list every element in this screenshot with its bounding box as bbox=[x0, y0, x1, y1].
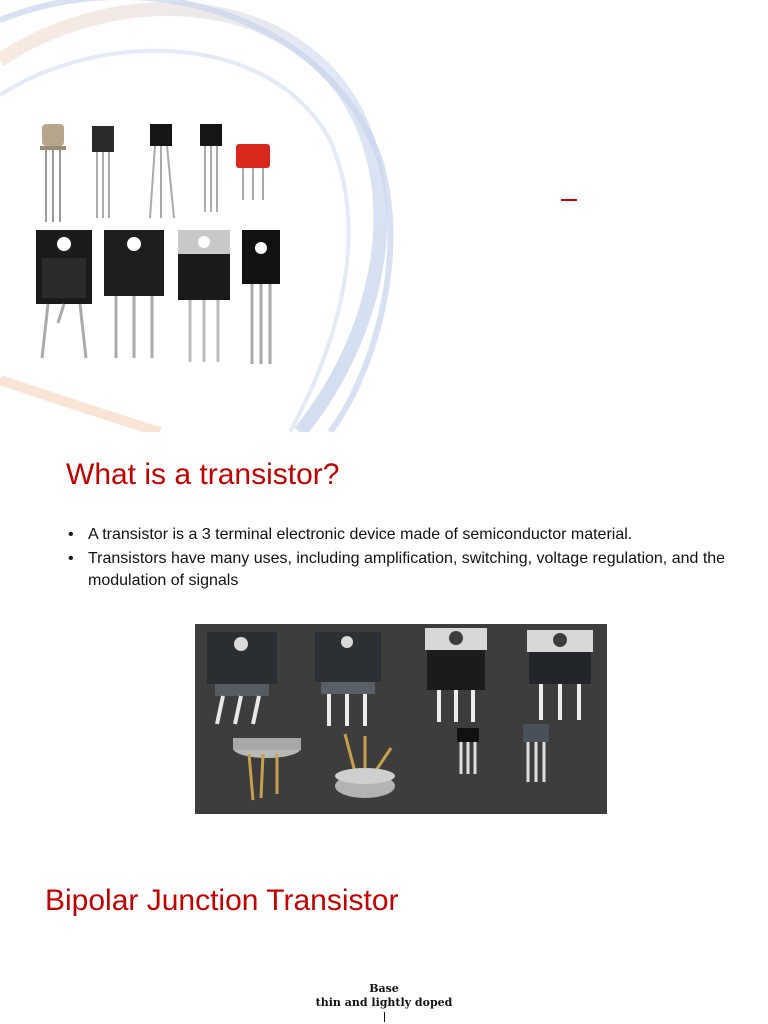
to220-transistor bbox=[242, 230, 280, 364]
to92-transistor bbox=[523, 724, 549, 782]
diagram-label-base: Base bbox=[369, 982, 399, 995]
slide-2 bbox=[0, 434, 768, 830]
bullet-item: • Transistors have many uses, including amplification, switching, voltage regulation, and the modulation of signals bbox=[66, 548, 736, 592]
bullet-item: • A transistor is a 3 terminal electronic device made of semiconductor material. bbox=[66, 524, 736, 546]
to247-transistor bbox=[104, 230, 164, 358]
slide-title: Bipolar Junction Transistor bbox=[45, 884, 399, 917]
slide-1 bbox=[0, 0, 768, 432]
transistor-photo bbox=[28, 118, 284, 368]
to18-transistor bbox=[40, 124, 66, 222]
to92-transistor bbox=[200, 124, 222, 212]
red-transistor bbox=[236, 144, 270, 200]
to92-transistor bbox=[150, 124, 174, 218]
to92-transistor bbox=[457, 728, 479, 774]
bullet-list bbox=[66, 524, 736, 594]
to220-transistor bbox=[178, 230, 230, 362]
slide-title: What is a transistor? bbox=[66, 458, 340, 491]
diagram-lead-line bbox=[384, 1012, 385, 1022]
diagram-label-doping: thin and lightly doped bbox=[315, 996, 453, 1009]
transistor-photo-dark bbox=[195, 624, 607, 814]
to92-transistor bbox=[92, 126, 114, 218]
dash-mark bbox=[561, 199, 577, 201]
to247-transistor bbox=[36, 230, 92, 358]
bjt-diagram bbox=[0, 982, 768, 1022]
slide-3 bbox=[0, 832, 768, 1024]
